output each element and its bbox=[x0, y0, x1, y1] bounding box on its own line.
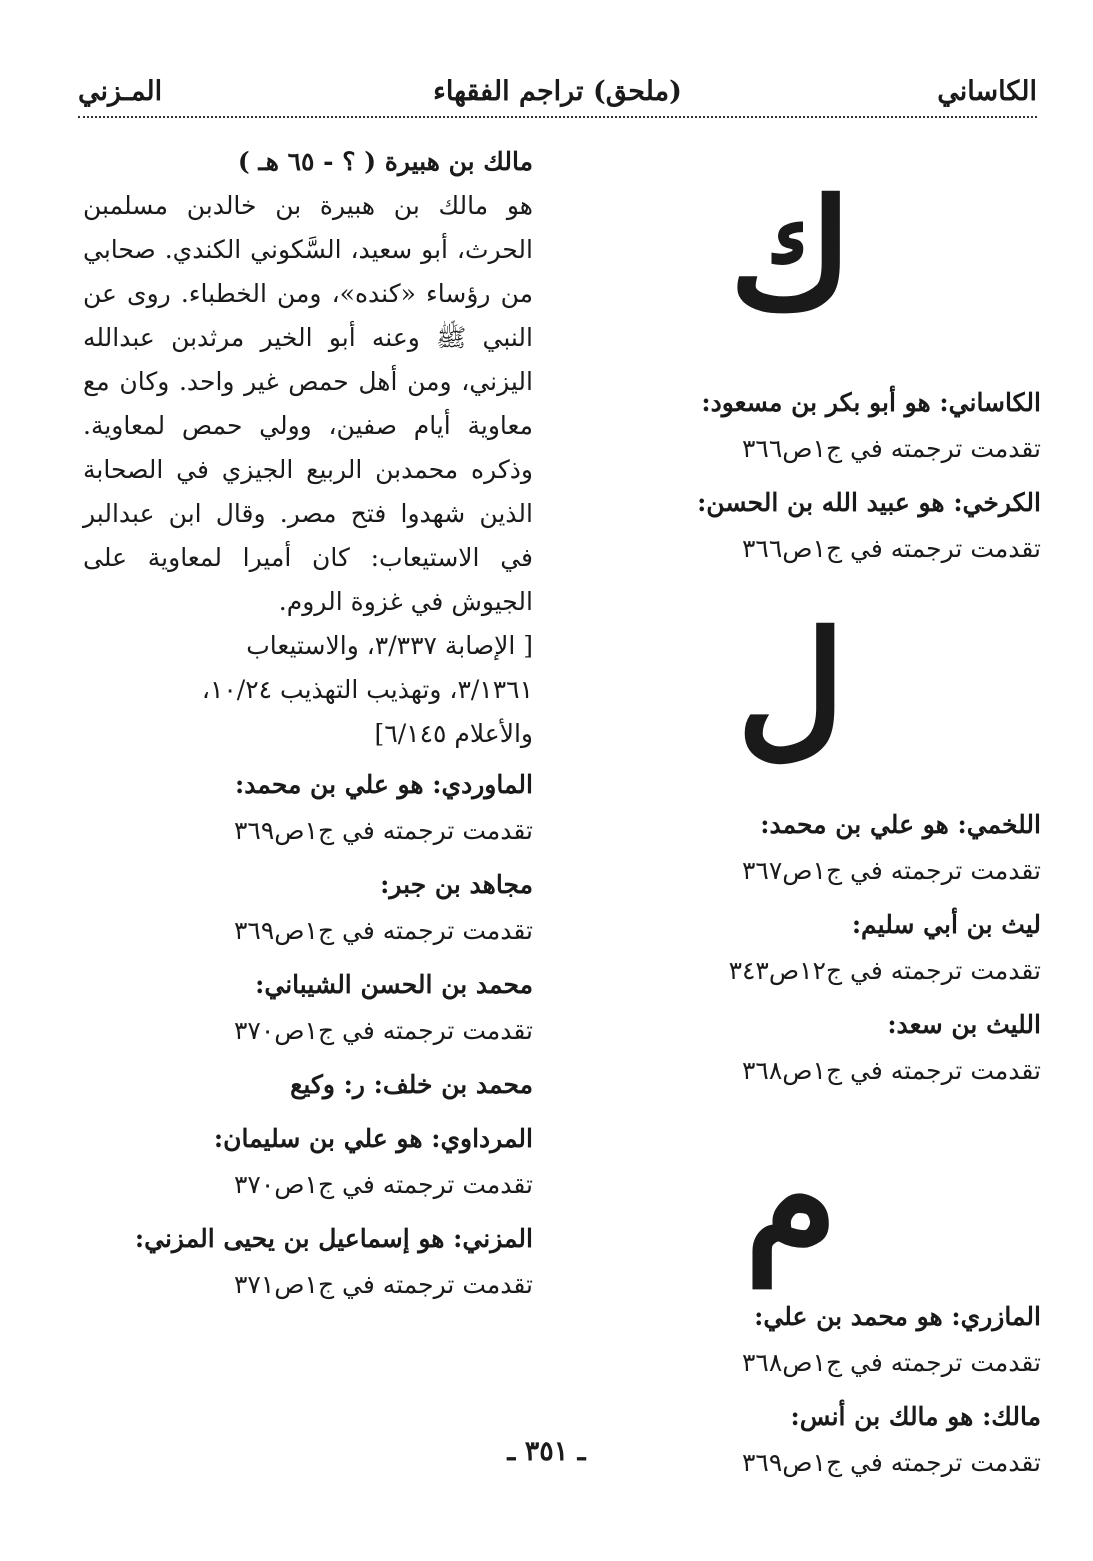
section-lam bbox=[661, 599, 1041, 1094]
entry-head: الكاساني: هو أبو بكر بن مسعود: bbox=[701, 388, 1041, 417]
entry-ref: تقدمت ترجمته في ج١ص٣٦٧ bbox=[741, 856, 1041, 885]
biography-paragraph: هو مالك بن هبيرة بن خالدبن مسلمبن الحرث، أبو سعيد، السَّكوني الكندي. صحابي من رؤساء «كنده»، ومن الخطباء. روى عن النبي ﷺ وعنه أبو الخير مرثدبن عبدالله اليزني، ومن أهل حمص غير واحد. وكان مع معاوية أيام صفين، وولي حمص لمعاوية. وذكره محمدبن الربيع الجيزي في الصحابة الذين شهدوا فتح مصر. وقال ابن عبدالبر في الاستيعاب: كان أميرا لمعاوية على الجيوش في غزوة الروم. bbox=[83, 191, 533, 616]
entry-head: المازري: هو محمد بن علي: bbox=[754, 1302, 1041, 1331]
left-column bbox=[83, 140, 533, 1316]
header-first-entry: الكاساني bbox=[937, 76, 1037, 107]
section-letter-kaf: ك bbox=[729, 167, 853, 343]
entry-head: المزني: هو إسماعيل بن يحيى المزني: bbox=[134, 1224, 533, 1253]
entry-head: ليث بن أبي سليم: bbox=[851, 910, 1041, 939]
running-header bbox=[78, 72, 1037, 118]
page-number: ـ ٣٥١ ـ bbox=[507, 1436, 586, 1467]
entry-ref: تقدمت ترجمته في ج١ص٣٦٨ bbox=[741, 1056, 1041, 1085]
biography-references bbox=[83, 624, 533, 756]
entry-mardawi bbox=[83, 1116, 533, 1208]
entry-mazari bbox=[661, 1294, 1041, 1386]
reference-line: ٣/١٣٦١، وتهذيب التهذيب ١٠/٢٤، bbox=[201, 675, 533, 704]
entry-ref: تقدمت ترجمته في ج١ص٣٦٦ bbox=[741, 534, 1041, 563]
entry-ref: تقدمت ترجمته في ج١ص٣٧٠ bbox=[233, 1170, 533, 1199]
header-title: (ملحق) تراجم الفقهاء bbox=[433, 76, 682, 107]
entry-head: محمد بن الحسن الشيباني: bbox=[255, 970, 533, 999]
entry-mawardi bbox=[83, 762, 533, 854]
entry-muhammad-ibn-khalaf bbox=[83, 1062, 533, 1108]
section-letter-lam: ل bbox=[736, 599, 846, 775]
biography-title: مالك بن هبيرة ( ؟ - ٦٥ هـ ) bbox=[237, 147, 533, 176]
entry-ref: تقدمت ترجمته في ج١ص٣٧٠ bbox=[233, 1016, 533, 1045]
entry-head: الماوردي: هو علي بن محمد: bbox=[235, 770, 533, 799]
entry-ref: تقدمت ترجمته في ج١ص٣٧١ bbox=[233, 1270, 533, 1299]
entry-head: الليث بن سعد: bbox=[887, 1010, 1041, 1039]
entry-lakhmi bbox=[661, 802, 1041, 894]
entry-ref: تقدمت ترجمته في ج١ص٣٦٨ bbox=[741, 1348, 1041, 1377]
entry-shaybani bbox=[83, 962, 533, 1054]
entry-mujahid bbox=[83, 862, 533, 954]
entry-head: المرداوي: هو علي بن سليمان: bbox=[213, 1124, 533, 1153]
entry-layth-ibn-saad bbox=[661, 1002, 1041, 1094]
section-mim bbox=[661, 1111, 1041, 1486]
entry-head: الكرخي: هو عبيد الله بن الحسن: bbox=[697, 488, 1041, 517]
right-column bbox=[661, 120, 1041, 1494]
entry-head: محمد بن خلف: ر: وكيع bbox=[290, 1070, 533, 1099]
section-letter-mim: م bbox=[744, 1111, 838, 1287]
entry-head: اللخمي: هو علي بن محمد: bbox=[760, 810, 1041, 839]
entry-ref: تقدمت ترجمته في ج١٢ص٣٤٣ bbox=[728, 956, 1041, 985]
entry-karkhi bbox=[661, 480, 1041, 572]
reference-line: والأعلام ٦/١٤٥] bbox=[374, 719, 533, 748]
entry-head: مالك: هو مالك بن أنس: bbox=[790, 1402, 1041, 1431]
entry-ref: تقدمت ترجمته في ج١ص٣٦٩ bbox=[741, 1448, 1041, 1477]
entry-layth-ibn-abi-sulaym bbox=[661, 902, 1041, 994]
header-last-entry: المـزني bbox=[78, 76, 163, 107]
reference-line: [ الإصابة ٣/٣٣٧، والاستيعاب bbox=[246, 631, 533, 660]
entry-kasani bbox=[661, 380, 1041, 472]
entry-muzani bbox=[83, 1216, 533, 1308]
entry-ref: تقدمت ترجمته في ج١ص٣٦٩ bbox=[233, 916, 533, 945]
entry-head: مجاهد بن جبر: bbox=[380, 870, 533, 899]
biography-text bbox=[83, 184, 533, 624]
entry-ref: تقدمت ترجمته في ج١ص٣٦٦ bbox=[741, 434, 1041, 463]
entry-ref: تقدمت ترجمته في ج١ص٣٦٩ bbox=[233, 816, 533, 845]
section-kaf bbox=[661, 167, 1041, 572]
